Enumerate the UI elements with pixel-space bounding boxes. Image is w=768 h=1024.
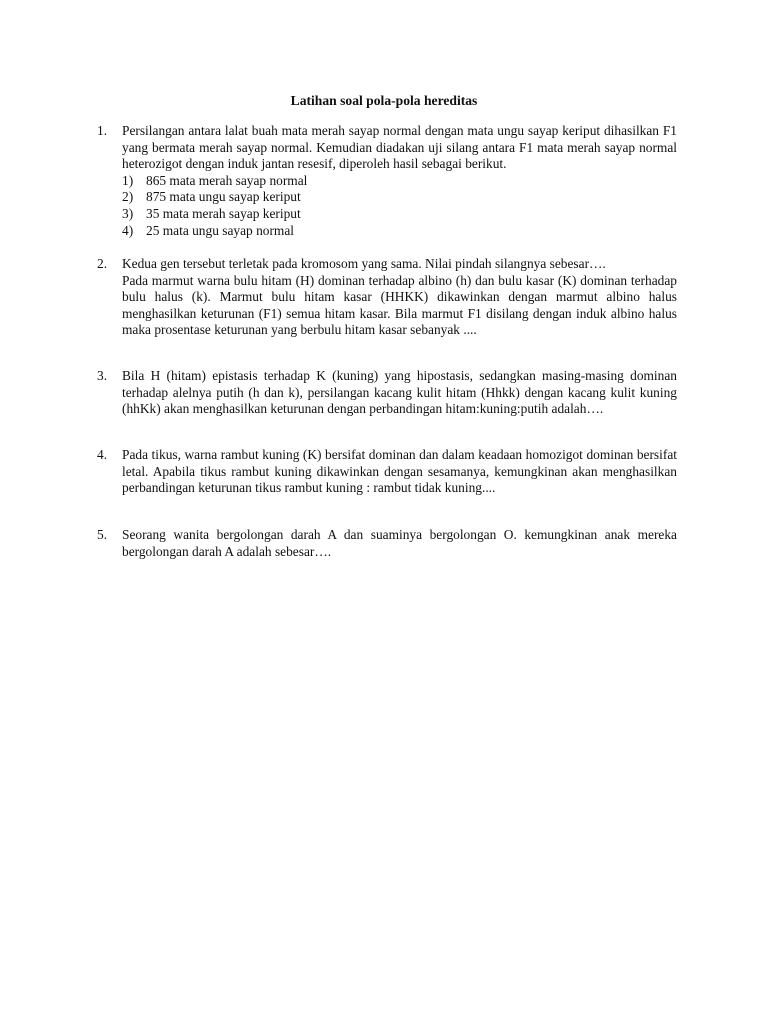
question-number: 3.	[97, 368, 108, 383]
question-body	[122, 527, 677, 560]
question-number: 2.	[97, 256, 108, 271]
list-item-number: 1)	[122, 172, 134, 188]
list-item-number: 2)	[122, 189, 134, 205]
question-number: 1.	[97, 123, 108, 138]
list-item	[122, 173, 677, 190]
list-item-text: 875 mata ungu sayap keriput	[146, 189, 301, 205]
page-title: Latihan soal pola-pola hereditas	[290, 93, 478, 108]
question-body	[122, 123, 677, 239]
list-item-text: 25 mata ungu sayap normal	[146, 222, 295, 238]
question-5	[97, 527, 677, 560]
question-text: Pada marmut warna bulu hitam (H) dominan terhadap albino (h) dan bulu kasar (K) dominan terhadap bulu halus (k). Marmut bulu hitam kasar (HHKK) dikawinkan dengan marmut albino halus menghasilkan keturunan (F1) semua hitam kasar. Bila marmut F1 disilang dengan induk albino halus maka prosentase keturunan yang berbulu hitam kasar sebanyak ....	[122, 272, 677, 338]
result-list	[122, 173, 677, 239]
question-number: 4.	[97, 447, 108, 462]
question-body	[122, 368, 677, 418]
question-4	[97, 447, 677, 497]
question-body	[122, 256, 677, 339]
list-item	[122, 206, 677, 223]
list-item-number: 4)	[122, 222, 134, 238]
question-1	[97, 123, 677, 239]
question-text: Seorang wanita bergolongan darah A dan suaminya bergolongan O. kemungkinan anak mereka bergolongan darah A adalah sebesar….	[122, 527, 677, 559]
question-text: Pada tikus, warna rambut kuning (K) bersifat dominan dan dalam keadaan homozigot dominan bersifat letal. Apabila tikus rambut kuning dikawinkan dengan sesamanya, kemungkinan akan menghasilkan perbandingan keturunan tikus rambut kuning : rambut tidak kuning....	[122, 447, 677, 496]
question-text: Persilangan antara lalat buah mata merah sayap normal dengan mata ungu sayap keriput dihasilkan F1 yang bermata merah sayap normal. Kemudian diadakan uji silang antara F1 mata merah sayap normal heterozigot dengan induk jantan resesif, diperoleh hasil sebagai berikut.	[122, 123, 677, 172]
question-number: 5.	[97, 527, 108, 542]
list-item-text: 865 mata merah sayap normal	[146, 172, 308, 188]
list-item-text: 35 mata merah sayap keriput	[146, 205, 301, 221]
question-body	[122, 447, 677, 497]
question-3	[97, 368, 677, 418]
question-text: Bila H (hitam) epistasis terhadap K (kuning) yang hipostasis, sedangkan masing-masing dominan terhadap alelnya putih (h dan k), persilangan kacang kulit hitam (Hhkk) dengan kacang kulit kuning (hhKk) akan menghasilkan keturunan dengan perbandingan hitam:kuning:putih adalah….	[122, 368, 677, 417]
list-item	[122, 189, 677, 206]
question-2	[97, 256, 677, 339]
list-item-number: 3)	[122, 205, 134, 221]
question-text: Kedua gen tersebut terletak pada kromosom yang sama. Nilai pindah silangnya sebesar….	[122, 256, 606, 271]
list-item	[122, 223, 677, 240]
